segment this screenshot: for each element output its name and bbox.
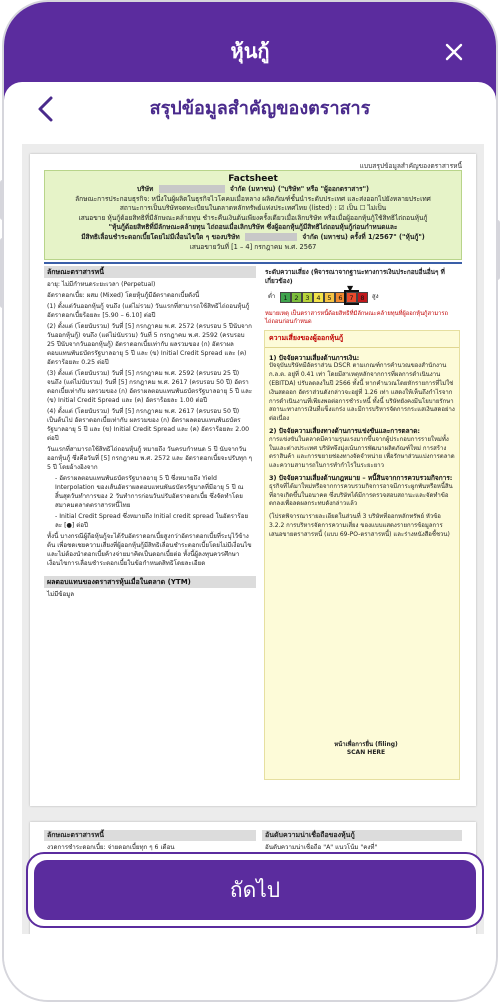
sheet-title: สรุปข้อมูลสำคัญของตราสาร: [149, 98, 371, 119]
risk-scale-low: ต่ำ: [268, 293, 276, 301]
section-title: ผลตอบแทนของตราสารหุ้นเมื่อในตลาด (YTM): [44, 576, 256, 588]
issuer-suffix: จำกัด (มหาชน) ("บริษัท" หรือ "ผู้ออกตราสาร"): [229, 185, 370, 193]
section-title: ลักษณะตราสารหนี้: [44, 266, 256, 278]
factsheet-offer-line: เสนอขาย หุ้นกู้ด้อยสิทธิที่มีลักษณะคล้ายทุน ชำระคืนเงินต้นเพียงครั้งเดียวเมื่อเลิกบริษัท หรือเมื่อผู้ออกหุ้นกู้ใช้สิทธิไถ่ถอนหุ้นกู้: [78, 213, 428, 222]
chevron-left-icon[interactable]: [32, 92, 60, 126]
risk-note: หมายเหตุ เป็นตราสารหนี้ด้อยสิทธิที่มีลักษณะคล้ายทุนที่ผู้ออกหุ้นกู้สามารถไถ่ถอนก่อนกำหนด: [265, 311, 449, 326]
scan-here-label: SCAN HERE: [346, 749, 386, 757]
interest-period: งวดการชำระดอกเบี้ย: จ่ายดอกเบี้ยทุก ๆ 6 เดือน: [47, 844, 175, 852]
risk-box-body: [265, 348, 459, 543]
risk-indicator-icon: ▼: [347, 284, 354, 294]
content-sheet: [4, 82, 496, 1002]
risk-text: ปัจจุบันบริษัทมีอัตราส่วน DSCR ตามเกณฑ์การคำนวณของสำนักงาน ก.ล.ต. อยู่ที่ 0.41 เท่า โดยมีสาเหตุหลักจากการที่ผลการดำเนินงาน (EBITDA) ปรับลดลงในปี 2566 ทั้งนี้ หากคำนวณโดยหักรายการที่ไม่ใช่เงินสดออก อัตราส่วนดังกล่าวจะอยู่ที่ 1.26 เท่า แสดงให้เห็นถึงกำไรจากการดำเนินงานที่เพียงพอต่อการชำระหนี้ ทั้งนี้ บริษัทยังคงมีนโยบายรักษาสถานะทางการเงินที่แข็งแกร่ง และมีการบริหารจัดการกระแสเงินสดอย่างต่อเนื่อง: [269, 362, 455, 423]
risk-text: ธุรกิจที่ได้มาใหม่หรือจากการควบรวมกิจการอาจมีภาระผูกพันหรือหนี้สินที่อาจเกิดขึ้นในอนาคต ซึ่งบริษัทได้มีการตรวจสอบสถานะและจัดทำข้อตกลงเพื่อลดผลกระทบดังกล่าวแล้ว: [269, 482, 453, 508]
next-button-frame: [26, 852, 484, 928]
factsheet-bond-name-line-2: [51, 233, 455, 243]
risk-cell: 5: [324, 292, 335, 303]
redacted-name: [159, 185, 225, 193]
risk-cell: 2: [291, 292, 302, 303]
factsheet-business-line: ลักษณะการประกอบธุรกิจ: หนึ่งในผู้ผลิตในธุรกิจไวโคคมเมื่อหลาง ผลิตภัณฑ์ชั้นนำระดับประเทศ และส่งออกไปยังหลายประเทศ: [75, 194, 431, 203]
filing-stamp: [331, 741, 401, 757]
issuer-risk-box: [264, 330, 460, 780]
risk-scale: [262, 286, 462, 310]
section-title: ลักษณะตราสารหนี้: [44, 830, 256, 841]
header-title: หุ้นกู้: [230, 39, 270, 63]
risk-column: [262, 266, 462, 796]
bond-features-column: [44, 266, 256, 796]
risk-cell: 6: [335, 292, 346, 303]
filing-label: หน้าเพื่อการยื่น (filing): [334, 741, 398, 749]
risk-heading: 2) ปัจจัยความเสี่ยงทางด้านการแข่งขันและการตลาด:: [269, 426, 421, 435]
risk-cell: 8: [357, 292, 368, 303]
bond-name-suffix: จำกัด (มหาชน) ครั้งที่ 1/2567" ("หุ้นกู้"): [302, 232, 425, 241]
document-viewer[interactable]: [22, 144, 484, 934]
risk-text: การแข่งขันในตลาดมีความรุนแรงมากขึ้นจากผู้ประกอบการรายใหม่ทั้งในและต่างประเทศ บริษัทจึงมุ่งเน้นการพัฒนาผลิตภัณฑ์ใหม่ การสร้างตราสินค้า และการขยายช่องทางจัดจำหน่าย เพื่อรักษาส่วนแบ่งการตลาดและความสามารถในการทำกำไรในระยะยาว: [269, 435, 455, 470]
redacted-name: [245, 233, 297, 241]
risk-scale-high: สูง: [372, 293, 379, 301]
section-title: อันดับความน่าเชื่อถือของหุ้นกู้: [262, 830, 462, 841]
risk-cell: 3: [302, 292, 313, 303]
call-date-text: วันแรกที่สามารถใช้สิทธิไถ่ถอนหุ้นกู้ หมายถึง วันครบกำหนด 5 ปี นับจากวันออกหุ้นกู้ ซึ่งคือวันที่ [5] กรกฎาคม พ.ศ. 2572 และ อัตราดอกเบี้ยจะปรับทุก ๆ 5 ปี โดยอ้างอิงจาก: [47, 446, 253, 471]
risk-heading: 1) ปัจจัยความเสี่ยงด้านการเงิน:: [269, 353, 360, 362]
bond-age: อายุ: ไม่มีกำหนดระยะเวลา (Perpetual): [47, 281, 156, 288]
phone-frame: [2, 0, 498, 1002]
bond-name-prefix: มีสิทธิเลื่อนชำระดอกเบี้ยโดยไม่มีเงื่อนไขใด ๆ ของบริษัท: [81, 232, 240, 241]
bond-features-text: [44, 278, 256, 572]
risk-cell: 1: [280, 292, 291, 303]
close-icon[interactable]: [442, 40, 466, 64]
risk-cells: [280, 292, 368, 303]
reference-bullet: - Initial Credit Spread ซึ่งหมายถึง Initial credit spread ในอัตราร้อยละ [●] ต่อปี: [55, 513, 249, 529]
bond-rate: อัตราดอกเบี้ย: ผสม (Mixed) โดยหุ้นกู้มีอัตราดอกเบี้ยดังนี้: [47, 292, 200, 299]
factsheet-bond-name-line: "หุ้นกู้ด้อยสิทธิที่มีลักษณะคล้ายทุน ไถ่ถอนเมื่อเลิกบริษัท ซึ่งผู้ออกหุ้นกู้มีสิทธิไถ่ถอนหุ้นกู้ก่อนกำหนดและ: [108, 223, 398, 232]
ytm-text: ไม่มีข้อมูล: [47, 591, 75, 598]
document-header-text: แบบสรุปข้อมูลสำคัญของตราสารหนี้: [359, 162, 462, 170]
issuer-prefix: บริษัท: [136, 185, 154, 193]
risk-heading: 3) ปัจจัยความเสี่ยงด้านกฎหมาย – หนี้สินจากการควบรวมกิจการ:: [269, 473, 453, 482]
deferral-note: ทั้งนี้ บางกรณีผู้ถือหุ้นกู้จะได้รับอัตราดอกเบี้ยสูงกว่าอัตราดอกเบี้ยที่ระบุไว้ข้างต้น เพื่อชดเชยความเสี่ยงที่ผู้ออกหุ้นกู้มีสิทธิเลื่อนชำระดอกเบี้ยโดยไม่มีเงื่อนไข และไม่ต้องนำดอกเบี้ยค้างจ่ายมาคิดเป็นดอกเบี้ยต่อ ทั้งนี้ผู้ลงทุนควรศึกษาเงื่อนไขการเลื่อนชำระดอกเบี้ยในข้อกำหนดสิทธิโดยละเอียด: [47, 533, 252, 567]
document-page: [30, 154, 476, 806]
factsheet-issuer-line: [51, 185, 455, 195]
risk-box-title: ความเสี่ยงของผู้ออกหุ้นกู้: [265, 331, 459, 347]
risk-level-label: ระดับความเสี่ยง (พิจารณาจากฐานะทางการเงินประกอบอื่นอื่นๆ ที่เกี่ยวข้อง): [265, 268, 445, 286]
factsheet-listed-line: สถานะการเป็นบริษัทจดทะเบียนในตลาดหลักทรัพย์แห่งประเทศไทย (listed) : ☑ เป็น ☐ ไม่เป็น: [119, 204, 387, 213]
rate-clause: (4) ตั้งแต่ (โดยนับรวม) วันที่ [5] กรกฎาคม พ.ศ. 2617 (ครบรอบ 50 ปี) เป็นต้นไป อัตราดอกเบี้ยเท่ากับ ผลรวมของ (ก) อัตราผลตอบแทนพันธบัตรรัฐบาลอายุ 5 ปี และ (ข) Initial Credit Spread และ (ค) อัตราร้อยละ 2.00 ต่อปี: [47, 408, 250, 442]
rate-clause: (3) ตั้งแต่ (โดยนับรวม) วันที่ [5] กรกฎาคม พ.ศ. 2592 (ครบรอบ 25 ปี) จนถึง (แต่ไม่นับรวม) วันที่ [5] กรกฎาคม พ.ศ. 2617 (ครบรอบ 50 ปี) อัตราดอกเบี้ยเท่ากับ ผลรวมของ (ก) อัตราผลตอบแทนพันธบัตรรัฐบาลอายุ 5 ปี และ (ข) Initial Credit Spread และ (ค) อัตราร้อยละ 1.00 ต่อปี: [47, 370, 253, 404]
next-button[interactable]: ถัดไป: [34, 860, 476, 920]
risk-cell: 7: [346, 292, 357, 303]
risk-cell: 4: [313, 292, 324, 303]
sheet-header: [4, 82, 496, 142]
rate-clause: (2) ตั้งแต่ (โดยนับรวม) วันที่ [5] กรกฎาคม พ.ศ. 2572 (ครบรอบ 5 ปีนับจากวันออกหุ้นกู้) จนถึง (แต่ไม่นับรวม) วันที่ 5 กรกฎาคม พ.ศ. 2592 (ครบรอบ 25 ปีนับจากวันออกหุ้นกู้) อัตราดอกเบี้ยเท่ากับ ผลรวมของ (ก) อัตราผลตอบแทนพันธบัตรรัฐบาลอายุ 5 ปี และ (ข) Initial Credit Spread และ (ค) อัตราร้อยละ 0.25 ต่อปี: [47, 323, 252, 366]
factsheet-box: [44, 170, 462, 260]
rating-value: อันดับความน่าเชื่อถือ "A" แนวโน้ม "คงที่": [265, 844, 378, 852]
factsheet-offer-date: เสนอขายวันที่ [1 – 4] กรกฎาคม พ.ศ. 2567: [189, 242, 317, 251]
rate-clause: (1) ตั้งแต่วันออกหุ้นกู้ จนถึง (แต่ไม่รวม) วันแรกที่สามารถใช้สิทธิไถ่ถอนหุ้นกู้ อัตราดอกเบี้ยร้อยละ [5.90 – 6.10] ต่อปี: [47, 303, 250, 319]
reference-bullet: - อัตราผลตอบแทนพันธบัตรรัฐบาลอายุ 5 ปี ซึ่งหมายถึง Yield Interpolation ของเส้นอัตราผลตอบแทนพันธบัตรรัฐบาลที่มีอายุ 5 ปี ณ สิ้นสุดวันทำการของ 2 วันทำการก่อนวันปรับอัตราดอกเบี้ย ซึ่งจัดทำโดยสมาคมตลาดตราสารหนี้ไทย: [55, 475, 244, 509]
divider: [44, 262, 462, 264]
factsheet-title: Factsheet: [228, 174, 278, 184]
risk-reference: (โปรดพิจารณารายละเอียดในส่วนที่ 3 บริษัทที่ออกหลักทรัพย์ หัวข้อ 3.2.2 การบริหารจัดการความเสี่ยง ของแบบแสดงรายการข้อมูลการเสนอขายตราสารหนี้ (แบบ 69-PO-ตราสารหนี้) และร่างหนังสือชี้ชวน): [269, 513, 450, 538]
